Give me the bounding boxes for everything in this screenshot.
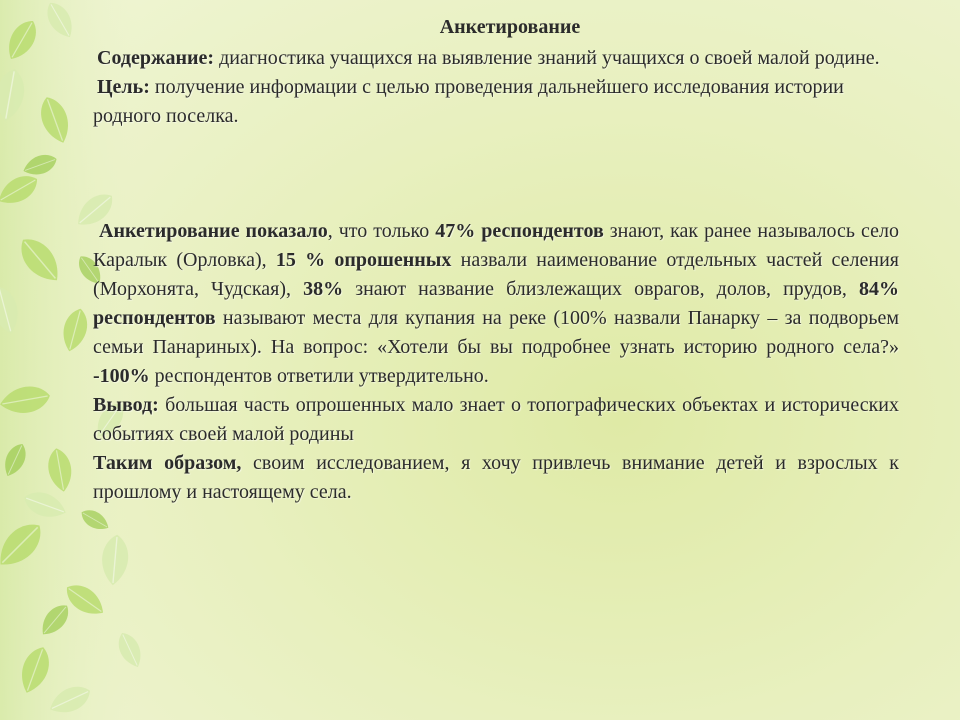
content-paragraph — [93, 44, 899, 73]
summary-text: своим исследованием, я хочу привлечь внимание детей и взрослых к прошлому и настоящему села. — [93, 452, 899, 503]
slide-title: Анкетирование — [439, 16, 581, 38]
goal-label: Цель: — [97, 76, 150, 98]
goal-paragraph — [93, 73, 899, 131]
results-text-1: , что только — [327, 220, 436, 242]
results-bold-4: 84% респондентов — [93, 278, 900, 329]
results-bold-5: -100% — [93, 365, 150, 387]
conclusion-paragraph — [93, 391, 899, 449]
results-text-5: называют места для купания на реке (100% назвали Панарку – за подворьем семьи Панариных). На вопрос: «Хотели бы вы подробнее узнать историю родного села?» — [93, 307, 899, 358]
results-text-6: респондентов ответили утвердительно. — [149, 365, 489, 387]
results-text-3: назвали наименование отдельных частей селения (Морхонята, Чудская), — [93, 249, 900, 300]
goal-text: получение информации с целью проведения дальнейшего исследования истории родного поселка. — [93, 76, 844, 127]
results-bold-3: 38% — [303, 278, 344, 300]
summary-label: Таким образом, — [93, 452, 242, 474]
results-text-4: знают название близлежащих оврагов, долов, прудов, — [343, 278, 860, 300]
conclusion-text: большая часть опрошенных мало знает о топографических объектах и исторических событиях своей малой родины — [93, 394, 899, 445]
results-lead: Анкетирование показало — [99, 220, 328, 242]
results-bold-1: 47% респондентов — [435, 220, 604, 242]
results-text-2: знают, как ранее называлось село Каралык (Орловка), — [93, 220, 899, 271]
results-bold-2: 15 % опрошенных — [275, 249, 452, 271]
content-text: диагностика учащихся на выявление знаний учащихся о своей малой родине. — [214, 47, 880, 69]
content-label: Содержание: — [97, 47, 215, 69]
intro-block — [93, 44, 899, 131]
results-paragraph — [93, 217, 899, 391]
summary-paragraph — [93, 449, 899, 507]
results-block — [93, 217, 899, 507]
conclusion-label: Вывод: — [93, 394, 159, 416]
